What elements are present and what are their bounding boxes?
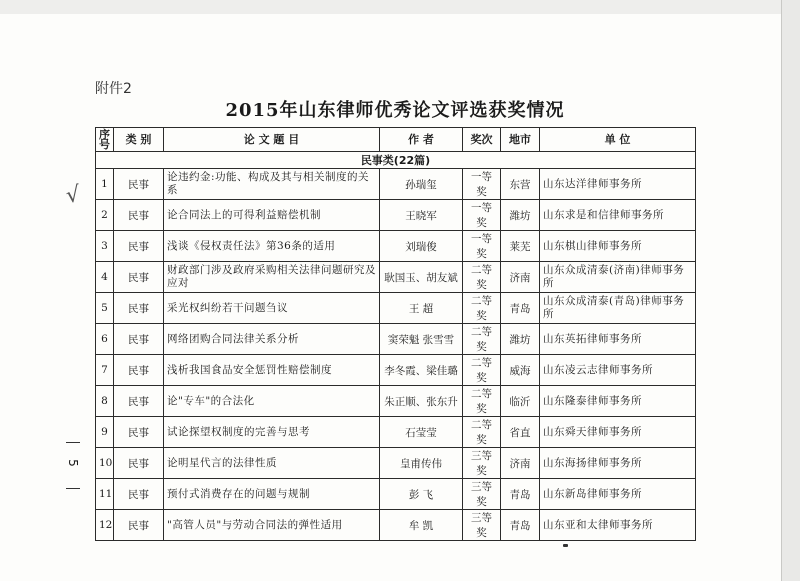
cell-author: 朱正顺、张东升 [380, 386, 463, 417]
table-row [96, 169, 696, 200]
cell-author: 石莹莹 [380, 417, 463, 448]
scan-speck [563, 544, 568, 547]
cell-no: 8 [96, 386, 114, 417]
cell-title: 论违约金:功能、构成及其与相关制度的关系 [164, 169, 380, 200]
header-org: 单 位 [540, 128, 696, 152]
cell-author: 王晓军 [380, 200, 463, 231]
document-title: 2015年山东律师优秀论文评选获奖情况 [225, 100, 565, 121]
table-row [96, 200, 696, 231]
handwritten-check-mark: √ [64, 182, 82, 209]
table-row [96, 231, 696, 262]
cell-prize: 三等奖 [463, 510, 501, 541]
cell-org: 山东求是和信律师事务所 [540, 200, 696, 231]
scan-edge-top [0, 0, 800, 14]
category-heading-row [96, 152, 696, 169]
header-no: 序号 [96, 128, 114, 152]
category-heading: 民事类(22篇) [96, 152, 696, 169]
cell-no: 12 [96, 510, 114, 541]
page-number-dash-bottom [66, 488, 80, 489]
table-row [96, 386, 696, 417]
cell-no: 3 [96, 231, 114, 262]
cell-no: 5 [96, 293, 114, 324]
cell-title: "高管人员"与劳动合同法的弹性适用 [164, 510, 380, 541]
table-row [96, 324, 696, 355]
cell-org: 山东英拓律师事务所 [540, 324, 696, 355]
cell-no: 11 [96, 479, 114, 510]
cell-prize: 二等奖 [463, 324, 501, 355]
cell-author: 耿国玉、胡友斌 [380, 262, 463, 293]
cell-prize: 三等奖 [463, 479, 501, 510]
cell-org: 山东亚和太律师事务所 [540, 510, 696, 541]
cell-org: 山东海扬律师事务所 [540, 448, 696, 479]
cell-category: 民事 [114, 324, 164, 355]
cell-no: 6 [96, 324, 114, 355]
cell-city: 济南 [501, 448, 540, 479]
cell-org: 山东达洋律师事务所 [540, 169, 696, 200]
cell-author: 窦荣魁 张雪雪 [380, 324, 463, 355]
cell-no: 2 [96, 200, 114, 231]
cell-prize: 一等奖 [463, 231, 501, 262]
cell-org: 山东众成清泰(济南)律师事务所 [540, 262, 696, 293]
cell-category: 民事 [114, 200, 164, 231]
table-row [96, 510, 696, 541]
cell-no: 9 [96, 417, 114, 448]
cell-prize: 二等奖 [463, 293, 501, 324]
cell-category: 民事 [114, 169, 164, 200]
cell-author: 彭 飞 [380, 479, 463, 510]
cell-city: 潍坊 [501, 324, 540, 355]
cell-city: 青岛 [501, 293, 540, 324]
table-row [96, 417, 696, 448]
cell-prize: 一等奖 [463, 169, 501, 200]
header-prize: 奖次 [463, 128, 501, 152]
cell-category: 民事 [114, 417, 164, 448]
cell-prize: 二等奖 [463, 417, 501, 448]
cell-category: 民事 [114, 355, 164, 386]
cell-title: 网络团购合同法律关系分析 [164, 324, 380, 355]
cell-title: 浅析我国食品安全惩罚性赔偿制度 [164, 355, 380, 386]
cell-category: 民事 [114, 293, 164, 324]
header-city: 地市 [501, 128, 540, 152]
cell-no: 4 [96, 262, 114, 293]
table-row [96, 355, 696, 386]
awards-table [95, 127, 696, 541]
cell-category: 民事 [114, 479, 164, 510]
cell-title: 论合同法上的可得利益赔偿机制 [164, 200, 380, 231]
cell-title: 论"专车"的合法化 [164, 386, 380, 417]
cell-author: 孙瑞玺 [380, 169, 463, 200]
cell-org: 山东舜天律师事务所 [540, 417, 696, 448]
cell-city: 东营 [501, 169, 540, 200]
table-row [96, 479, 696, 510]
cell-city: 莱芜 [501, 231, 540, 262]
cell-org: 山东众成清泰(青岛)律师事务所 [540, 293, 696, 324]
cell-author: 王 超 [380, 293, 463, 324]
cell-city: 济南 [501, 262, 540, 293]
cell-city: 潍坊 [501, 200, 540, 231]
cell-prize: 二等奖 [463, 355, 501, 386]
scan-edge-right [782, 0, 800, 581]
cell-category: 民事 [114, 448, 164, 479]
page-number-dash-top [66, 442, 80, 443]
cell-author: 牟 凯 [380, 510, 463, 541]
table-row [96, 448, 696, 479]
cell-title: 论明星代言的法律性质 [164, 448, 380, 479]
cell-category: 民事 [114, 510, 164, 541]
page-number [66, 442, 80, 492]
cell-no: 10 [96, 448, 114, 479]
cell-category: 民事 [114, 386, 164, 417]
table-row [96, 262, 696, 293]
cell-org: 山东凌云志律师事务所 [540, 355, 696, 386]
table-header-row [96, 128, 696, 152]
cell-city: 威海 [501, 355, 540, 386]
header-author: 作 者 [380, 128, 463, 152]
cell-prize: 二等奖 [463, 386, 501, 417]
cell-title: 试论探望权制度的完善与思考 [164, 417, 380, 448]
cell-author: 刘瑞俊 [380, 231, 463, 262]
cell-author: 李冬霞、梁佳璐 [380, 355, 463, 386]
cell-no: 7 [96, 355, 114, 386]
cell-prize: 二等奖 [463, 262, 501, 293]
cell-org: 山东新岛律师事务所 [540, 479, 696, 510]
table-row [96, 293, 696, 324]
cell-city: 临沂 [501, 386, 540, 417]
cell-city: 省直 [501, 417, 540, 448]
cell-org: 山东棋山律师事务所 [540, 231, 696, 262]
header-category: 类 别 [114, 128, 164, 152]
cell-title: 财政部门涉及政府采购相关法律问题研究及应对 [164, 262, 380, 293]
cell-prize: 一等奖 [463, 200, 501, 231]
cell-category: 民事 [114, 231, 164, 262]
cell-title: 浅谈《侵权责任法》第36条的适用 [164, 231, 380, 262]
cell-city: 青岛 [501, 510, 540, 541]
cell-title: 采光权纠纷若干问题刍议 [164, 293, 380, 324]
cell-no: 1 [96, 169, 114, 200]
cell-author: 皇甫传伟 [380, 448, 463, 479]
page-number-value: 5 [66, 459, 80, 467]
cell-category: 民事 [114, 262, 164, 293]
cell-prize: 三等奖 [463, 448, 501, 479]
cell-title: 预付式消费存在的问题与规制 [164, 479, 380, 510]
header-title: 论 文 题 目 [164, 128, 380, 152]
attachment-label: 附件2 [95, 81, 132, 97]
cell-city: 青岛 [501, 479, 540, 510]
cell-org: 山东隆泰律师事务所 [540, 386, 696, 417]
